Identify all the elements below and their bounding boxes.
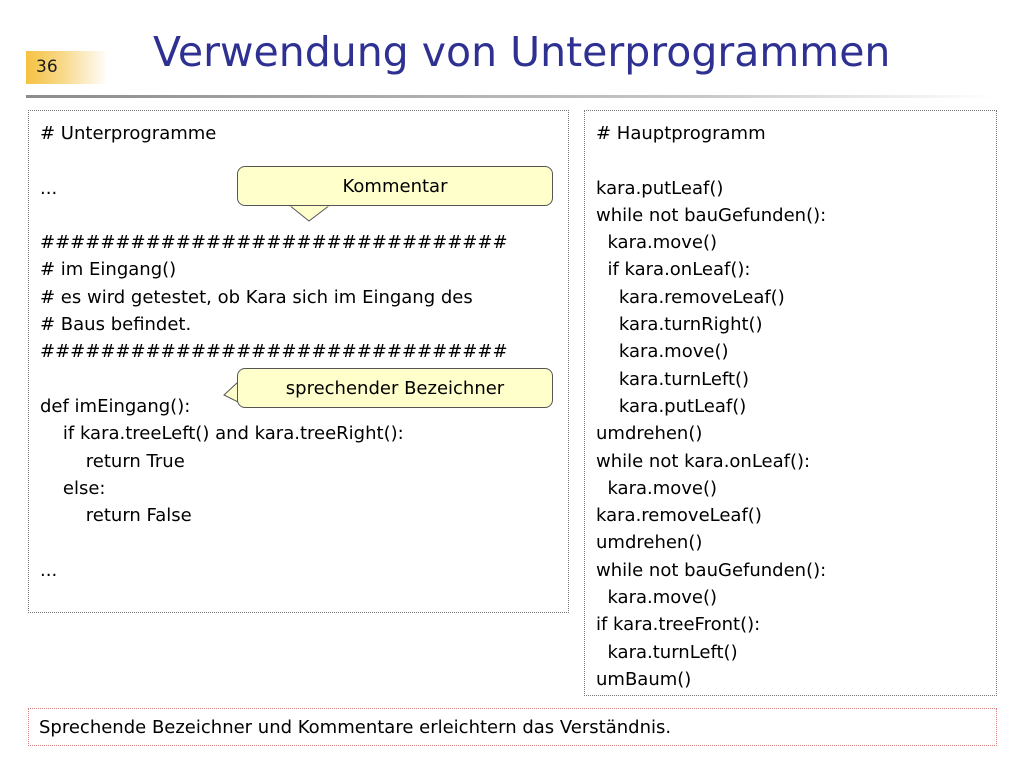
slide-number: 36 — [36, 57, 58, 77]
main-program-code: # Hauptprogramm kara.putLeaf() while not bauGefunden(): kara.move() if kara.onLeaf(): kara.removeLeaf() kara.turnRight() kara.move() kara.turnLeft() kara.putLeaf() umdrehen() while not kara.onLeaf(): kara.move() kara.removeLeaf() umdrehen() while not bauGefunden(): kara.move() if kara.treeFront(): kara.turnLeft() umBaum() — [596, 123, 827, 690]
slide-title: Verwendung von Unterprogrammen — [153, 28, 891, 76]
comment-callout: Kommentar — [237, 166, 553, 206]
slide-number-badge — [26, 51, 108, 84]
subprogram-code: # Unterprogramme ... ############################### # im Eingang() # es wird getestet, ob Kara sich im Eingang des # Baus befindet. ############################### def imEingang(): if kara.treeLeft() and kara.treeRight(): return True else: return False ... — [40, 123, 508, 581]
title-divider — [26, 95, 994, 98]
identifier-callout: sprechender Bezeichner — [237, 368, 553, 408]
comment-callout-tail — [280, 204, 340, 226]
main-program-code-box — [584, 110, 997, 696]
summary-box — [28, 708, 997, 746]
summary-text: Sprechende Bezeichner und Kommentare erleichtern das Verständnis. — [39, 717, 672, 738]
